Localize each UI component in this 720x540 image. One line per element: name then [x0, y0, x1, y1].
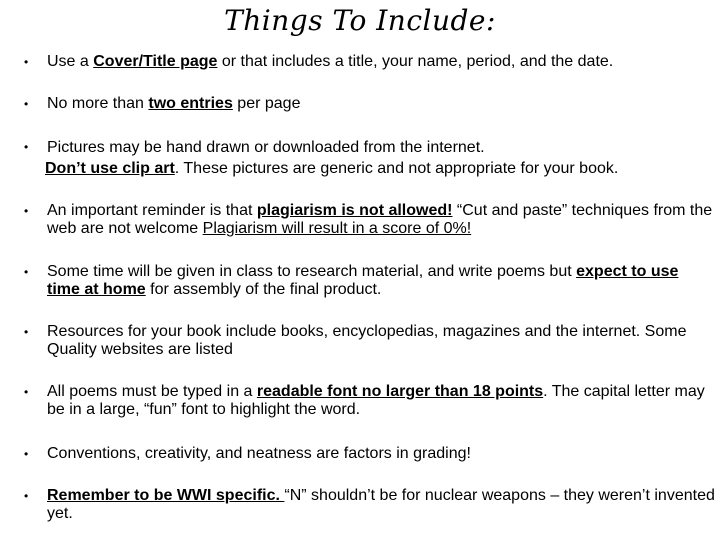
emphasis-cover-title-page: Cover/Title page	[93, 53, 218, 70]
item-text: Conventions, creativity, and neatness are factors in grading!	[47, 445, 471, 462]
item-text	[47, 202, 715, 238]
item-text-part: . The capital letter may be in a large, “fun” font to highlight the word.	[47, 383, 705, 418]
item-text	[47, 53, 715, 71]
item-text-part: “N” shouldn’t be for nuclear weapons – they weren’t invented yet.	[47, 487, 715, 522]
bullet: •	[24, 140, 29, 154]
page-title: Things To Include:	[224, 4, 496, 37]
bullet: •	[24, 325, 29, 339]
item-text-part: . These pictures are generic and not appropriate for your book.	[174, 160, 619, 177]
item-text-part: No more than	[47, 95, 149, 112]
item-text-part: Pictures may be hand drawn or downloaded from the internet.	[47, 139, 485, 156]
emphasis-plagiarism: plagiarism is not allowed!	[256, 202, 453, 219]
item-text-part: for assembly of the final product.	[145, 281, 382, 298]
item-text-part: An important reminder is that	[47, 202, 257, 219]
item-text-part: Some time will be given in class to research material, and write poems but	[47, 263, 577, 280]
bullet: •	[24, 204, 29, 218]
item-text	[47, 95, 715, 113]
bullet: •	[24, 489, 29, 503]
item-text-part: All poems must be typed in a	[47, 383, 257, 400]
item-text-part: or that includes a title, your name, period, and the date.	[217, 53, 614, 70]
emphasis-wwi-specific: Remember to be WWI specific.	[47, 487, 285, 504]
bullet: •	[24, 97, 29, 111]
item-text	[47, 487, 715, 523]
emphasis-plagiarism-score: Plagiarism will result in a score of 0%!	[202, 220, 472, 237]
item-text-part: per page	[232, 95, 301, 112]
item-text	[47, 137, 715, 179]
emphasis-font-size: readable font no larger than 18 points	[256, 383, 544, 400]
emphasis-no-clip-art: Don’t use clip art	[45, 160, 175, 177]
bullet: •	[24, 385, 29, 399]
item-text	[47, 383, 715, 419]
emphasis-two-entries: two entries	[148, 95, 233, 112]
item-text: Resources for your book include books, encyclopedias, magazines and the internet. Some Quality websites are listed	[47, 323, 687, 358]
item-text-part: Use a	[47, 53, 94, 70]
emphasis-time-at-home: expect to use time at home	[47, 263, 679, 298]
bullet: •	[24, 55, 29, 69]
bullet: •	[24, 447, 29, 461]
bullet: •	[24, 265, 29, 279]
item-text	[47, 263, 715, 299]
item-text-part: “Cut and paste” techniques from the web are not welcome	[47, 202, 713, 237]
